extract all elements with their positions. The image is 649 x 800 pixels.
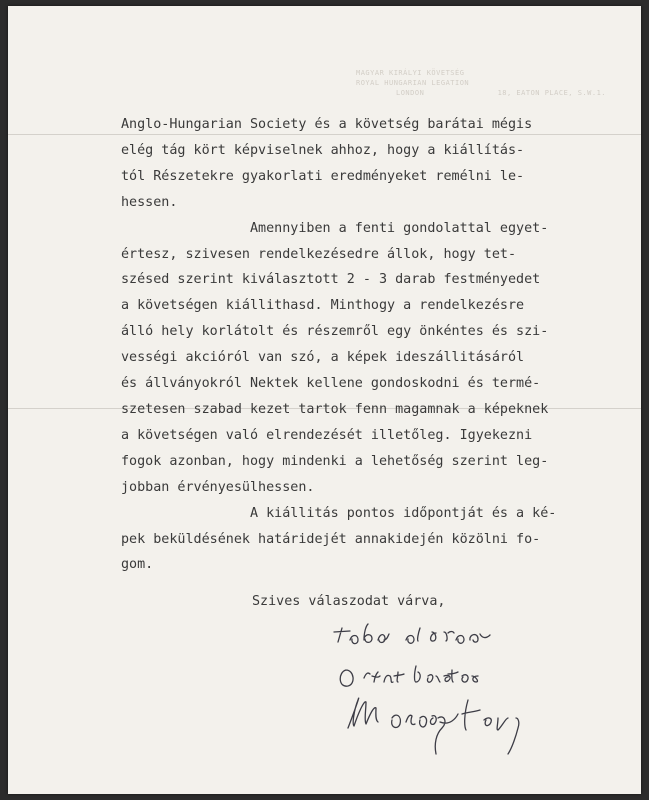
body-line: tól Részetekre gyakorlati eredményeket remélni le- <box>121 168 525 184</box>
body-line: vességi akcióról van szó, a képek ideszállitásáról <box>121 350 525 366</box>
body-line: gom. <box>121 557 154 573</box>
body-line: hessen. <box>121 194 178 210</box>
body-line: pek beküldésének határidejét annakidején közölni fo- <box>121 531 541 547</box>
body-line: álló hely korlátolt és részemről egy önkéntes és szi- <box>121 324 549 340</box>
closing-line: Szives válaszodat várva, <box>252 594 446 609</box>
letterhead-address: 18, EATON PLACE, S.W.1. <box>497 89 606 97</box>
letterhead-line-1: MAGYAR KIRÁLYI KÖVETSÉG <box>356 69 465 77</box>
signature-stroke-name <box>348 698 519 754</box>
body-line: fogok azonban, hogy mindenki a lehetőség szerint leg- <box>121 453 549 469</box>
body-line: jobban érvényesülhessen. <box>121 479 315 495</box>
letterhead <box>356 68 606 98</box>
body-line: és állványokról Nektek kellene gondoskodni és termé- <box>121 376 541 392</box>
body-line: értesz, szivesen rendelkezésedre állok, hogy tet- <box>121 246 517 262</box>
body-line: a követségen való elrendezését illetőleg. Igyekezni <box>121 427 533 443</box>
signature-stroke-line2 <box>340 666 478 686</box>
body-line: A kiállitás pontos időpontját és a ké- <box>121 505 557 521</box>
body-line: Anglo-Hungarian Society és a követség barátai mégis <box>121 117 533 132</box>
letterhead-line-2: ROYAL HUNGARIAN LEGATION <box>356 79 470 87</box>
body-line: a követségen kiállithasd. Minthogy a rendelkezésre <box>121 298 525 314</box>
body-line: elég tág kört képviselnek ahhoz, hogy a kiállítás- <box>121 142 525 158</box>
body-line: Amennyiben a fenti gondolattal egyet- <box>121 220 549 236</box>
body-line: szetesen szabad kezet tartok fenn magamnak a képeknek <box>121 401 549 417</box>
letter-body <box>121 112 601 578</box>
letterhead-line-3: LONDON <box>396 89 425 97</box>
handwritten-signature <box>320 618 620 788</box>
signature-stroke-line1 <box>334 624 490 644</box>
body-line: szésed szerint kiválasztott 2 - 3 darab festményedet <box>121 272 541 288</box>
